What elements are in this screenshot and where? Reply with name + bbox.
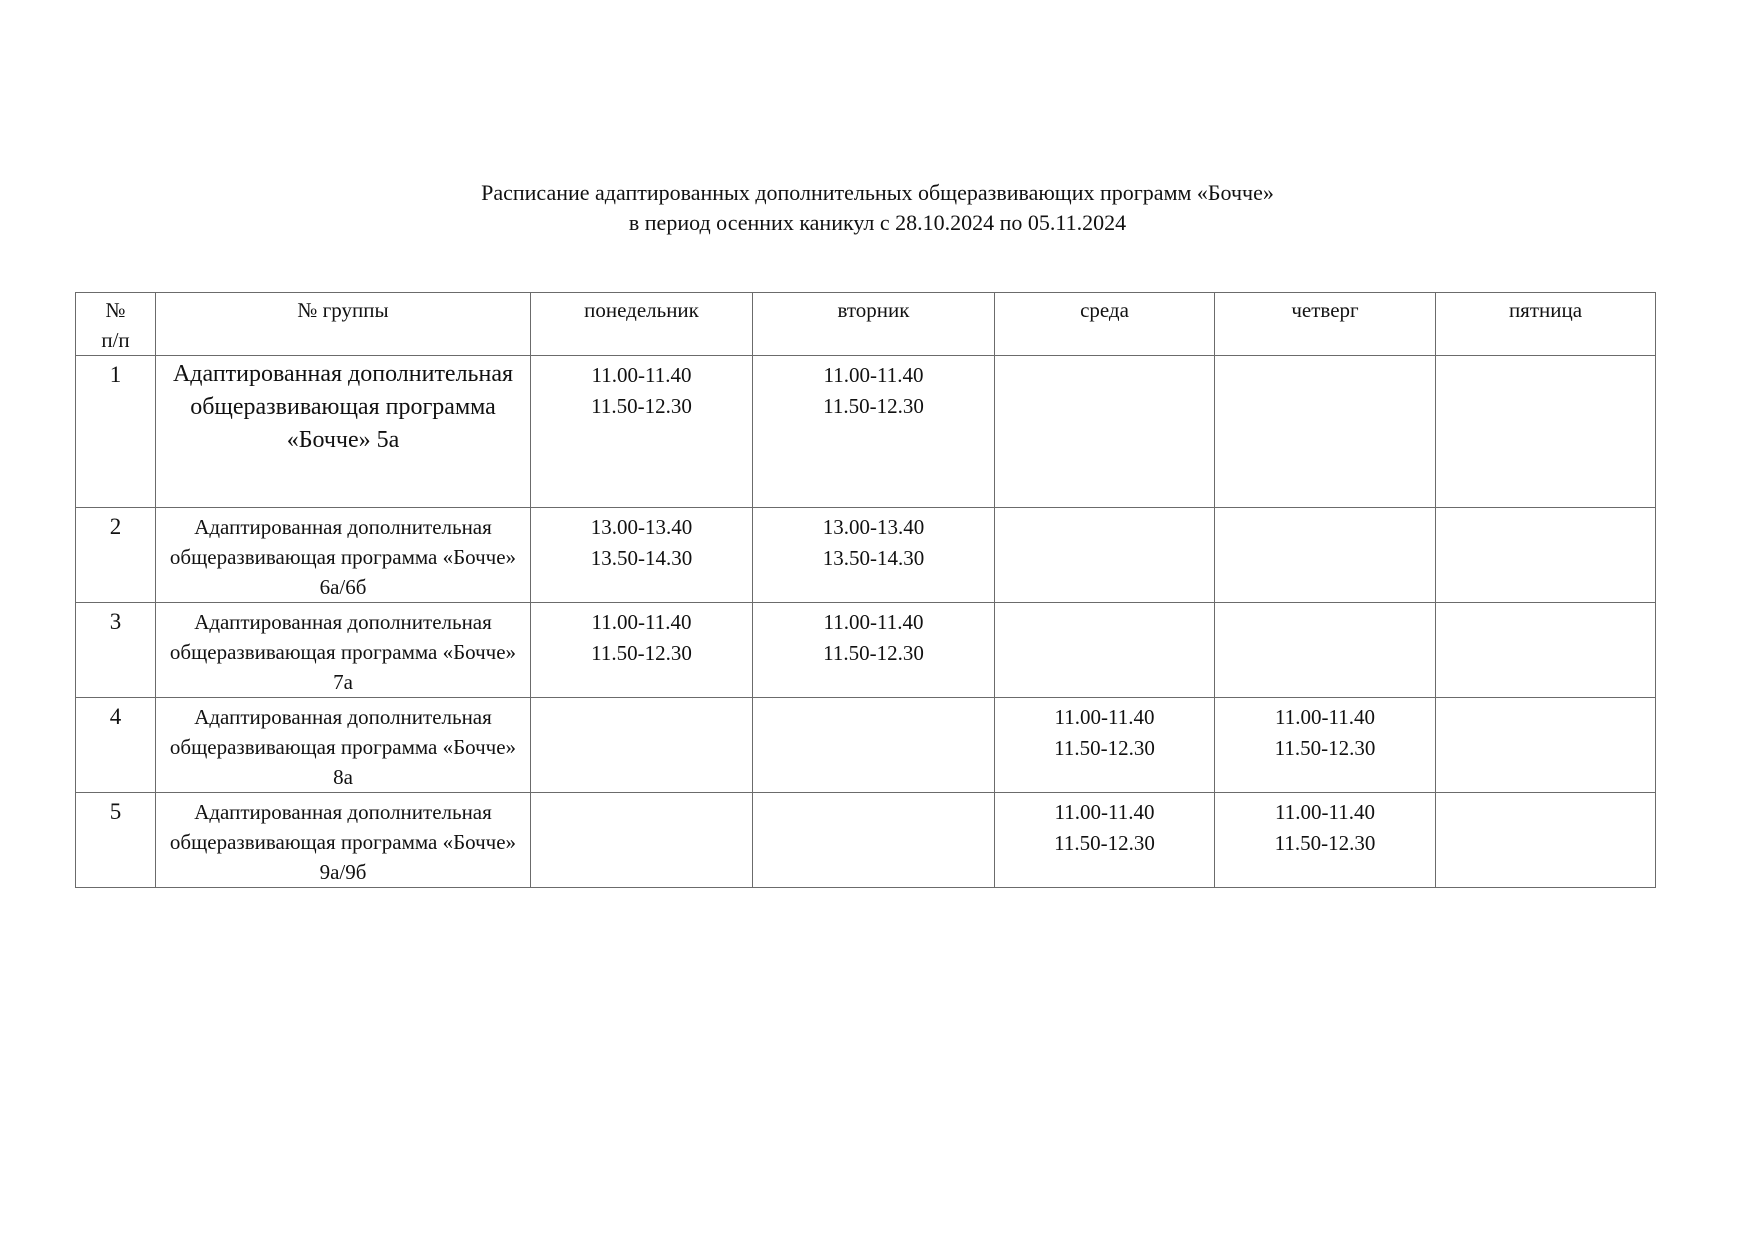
title-line-2: в период осенних каникул с 28.10.2024 по 05.11.2024: [628, 210, 1127, 235]
monday-cell: [531, 603, 753, 698]
thursday-cell: [1215, 356, 1436, 508]
tuesday-cell: [753, 793, 995, 888]
time-slot: 13.50-14.30: [822, 546, 925, 570]
wednesday-cell: [995, 793, 1215, 888]
time-slot: 11.50-12.30: [1274, 736, 1376, 760]
time-slot: 11.50-12.30: [823, 641, 924, 665]
friday-cell: [1436, 793, 1656, 888]
time-slot: 11.00-11.40: [823, 363, 924, 387]
table-row: [76, 508, 1656, 603]
header-number: [76, 293, 156, 356]
time-slot: 13.00-13.40: [590, 515, 693, 539]
time-slot: 11.00-11.40: [591, 363, 692, 387]
table-row: [76, 356, 1656, 508]
time-slot: 11.00-11.40: [1054, 705, 1155, 729]
time-slot: 11.00-11.40: [1275, 800, 1375, 824]
header-monday: понедельник: [531, 293, 753, 356]
thursday-cell: [1215, 698, 1436, 793]
group-name: Адаптированная дополнительная общеразвивающая программа «Бочче» 8а: [156, 698, 531, 793]
monday-cell: [531, 508, 753, 603]
group-name: Адаптированная дополнительная общеразвивающая программа «Бочче» 7а: [156, 603, 531, 698]
header-number-symbol: №: [105, 298, 126, 322]
monday-cell: [531, 793, 753, 888]
friday-cell: [1436, 603, 1656, 698]
group-name: Адаптированная дополнительная общеразвивающая программа «Бочче» 9а/9б: [156, 793, 531, 888]
thursday-cell: [1215, 508, 1436, 603]
header-thursday: четверг: [1215, 293, 1436, 356]
wednesday-cell: [995, 603, 1215, 698]
table-row: [76, 793, 1656, 888]
row-number: 2: [76, 508, 156, 603]
row-number: 4: [76, 698, 156, 793]
time-slot: 11.50-12.30: [591, 641, 692, 665]
time-slot: 13.50-14.30: [590, 546, 693, 570]
document-title: [0, 178, 1755, 238]
title-line-1: Расписание адаптированных дополнительных общеразвивающих программ «Бочче»: [481, 180, 1274, 205]
row-number: 1: [76, 356, 156, 508]
time-slot: 11.50-12.30: [1274, 831, 1376, 855]
wednesday-cell: [995, 698, 1215, 793]
time-slot: 11.50-12.30: [591, 394, 692, 418]
thursday-cell: [1215, 603, 1436, 698]
tuesday-cell: [753, 603, 995, 698]
tuesday-cell: [753, 356, 995, 508]
header-number-label: п/п: [101, 328, 130, 352]
tuesday-cell: [753, 508, 995, 603]
wednesday-cell: [995, 508, 1215, 603]
table-row: [76, 603, 1656, 698]
tuesday-cell: [753, 698, 995, 793]
header-group: № группы: [156, 293, 531, 356]
header-friday: пятница: [1436, 293, 1656, 356]
time-slot: 11.00-11.40: [591, 610, 692, 634]
table-header-row: [76, 293, 1656, 356]
time-slot: 11.50-12.30: [1054, 831, 1155, 855]
monday-cell: [531, 356, 753, 508]
friday-cell: [1436, 698, 1656, 793]
thursday-cell: [1215, 793, 1436, 888]
row-number: 5: [76, 793, 156, 888]
time-slot: 11.00-11.40: [1275, 705, 1375, 729]
time-slot: 13.00-13.40: [822, 515, 925, 539]
friday-cell: [1436, 508, 1656, 603]
wednesday-cell: [995, 356, 1215, 508]
time-slot: 11.50-12.30: [1054, 736, 1155, 760]
header-wednesday: среда: [995, 293, 1215, 356]
group-name: Адаптированная дополнительная общеразвивающая программа «Бочче» 5а: [156, 356, 531, 508]
time-slot: 11.50-12.30: [823, 394, 924, 418]
row-number: 3: [76, 603, 156, 698]
table-row: [76, 698, 1656, 793]
time-slot: 11.00-11.40: [823, 610, 924, 634]
group-name: Адаптированная дополнительная общеразвивающая программа «Бочче» 6а/6б: [156, 508, 531, 603]
time-slot: 11.00-11.40: [1054, 800, 1155, 824]
friday-cell: [1436, 356, 1656, 508]
monday-cell: [531, 698, 753, 793]
header-tuesday: вторник: [753, 293, 995, 356]
schedule-table: [75, 292, 1656, 888]
